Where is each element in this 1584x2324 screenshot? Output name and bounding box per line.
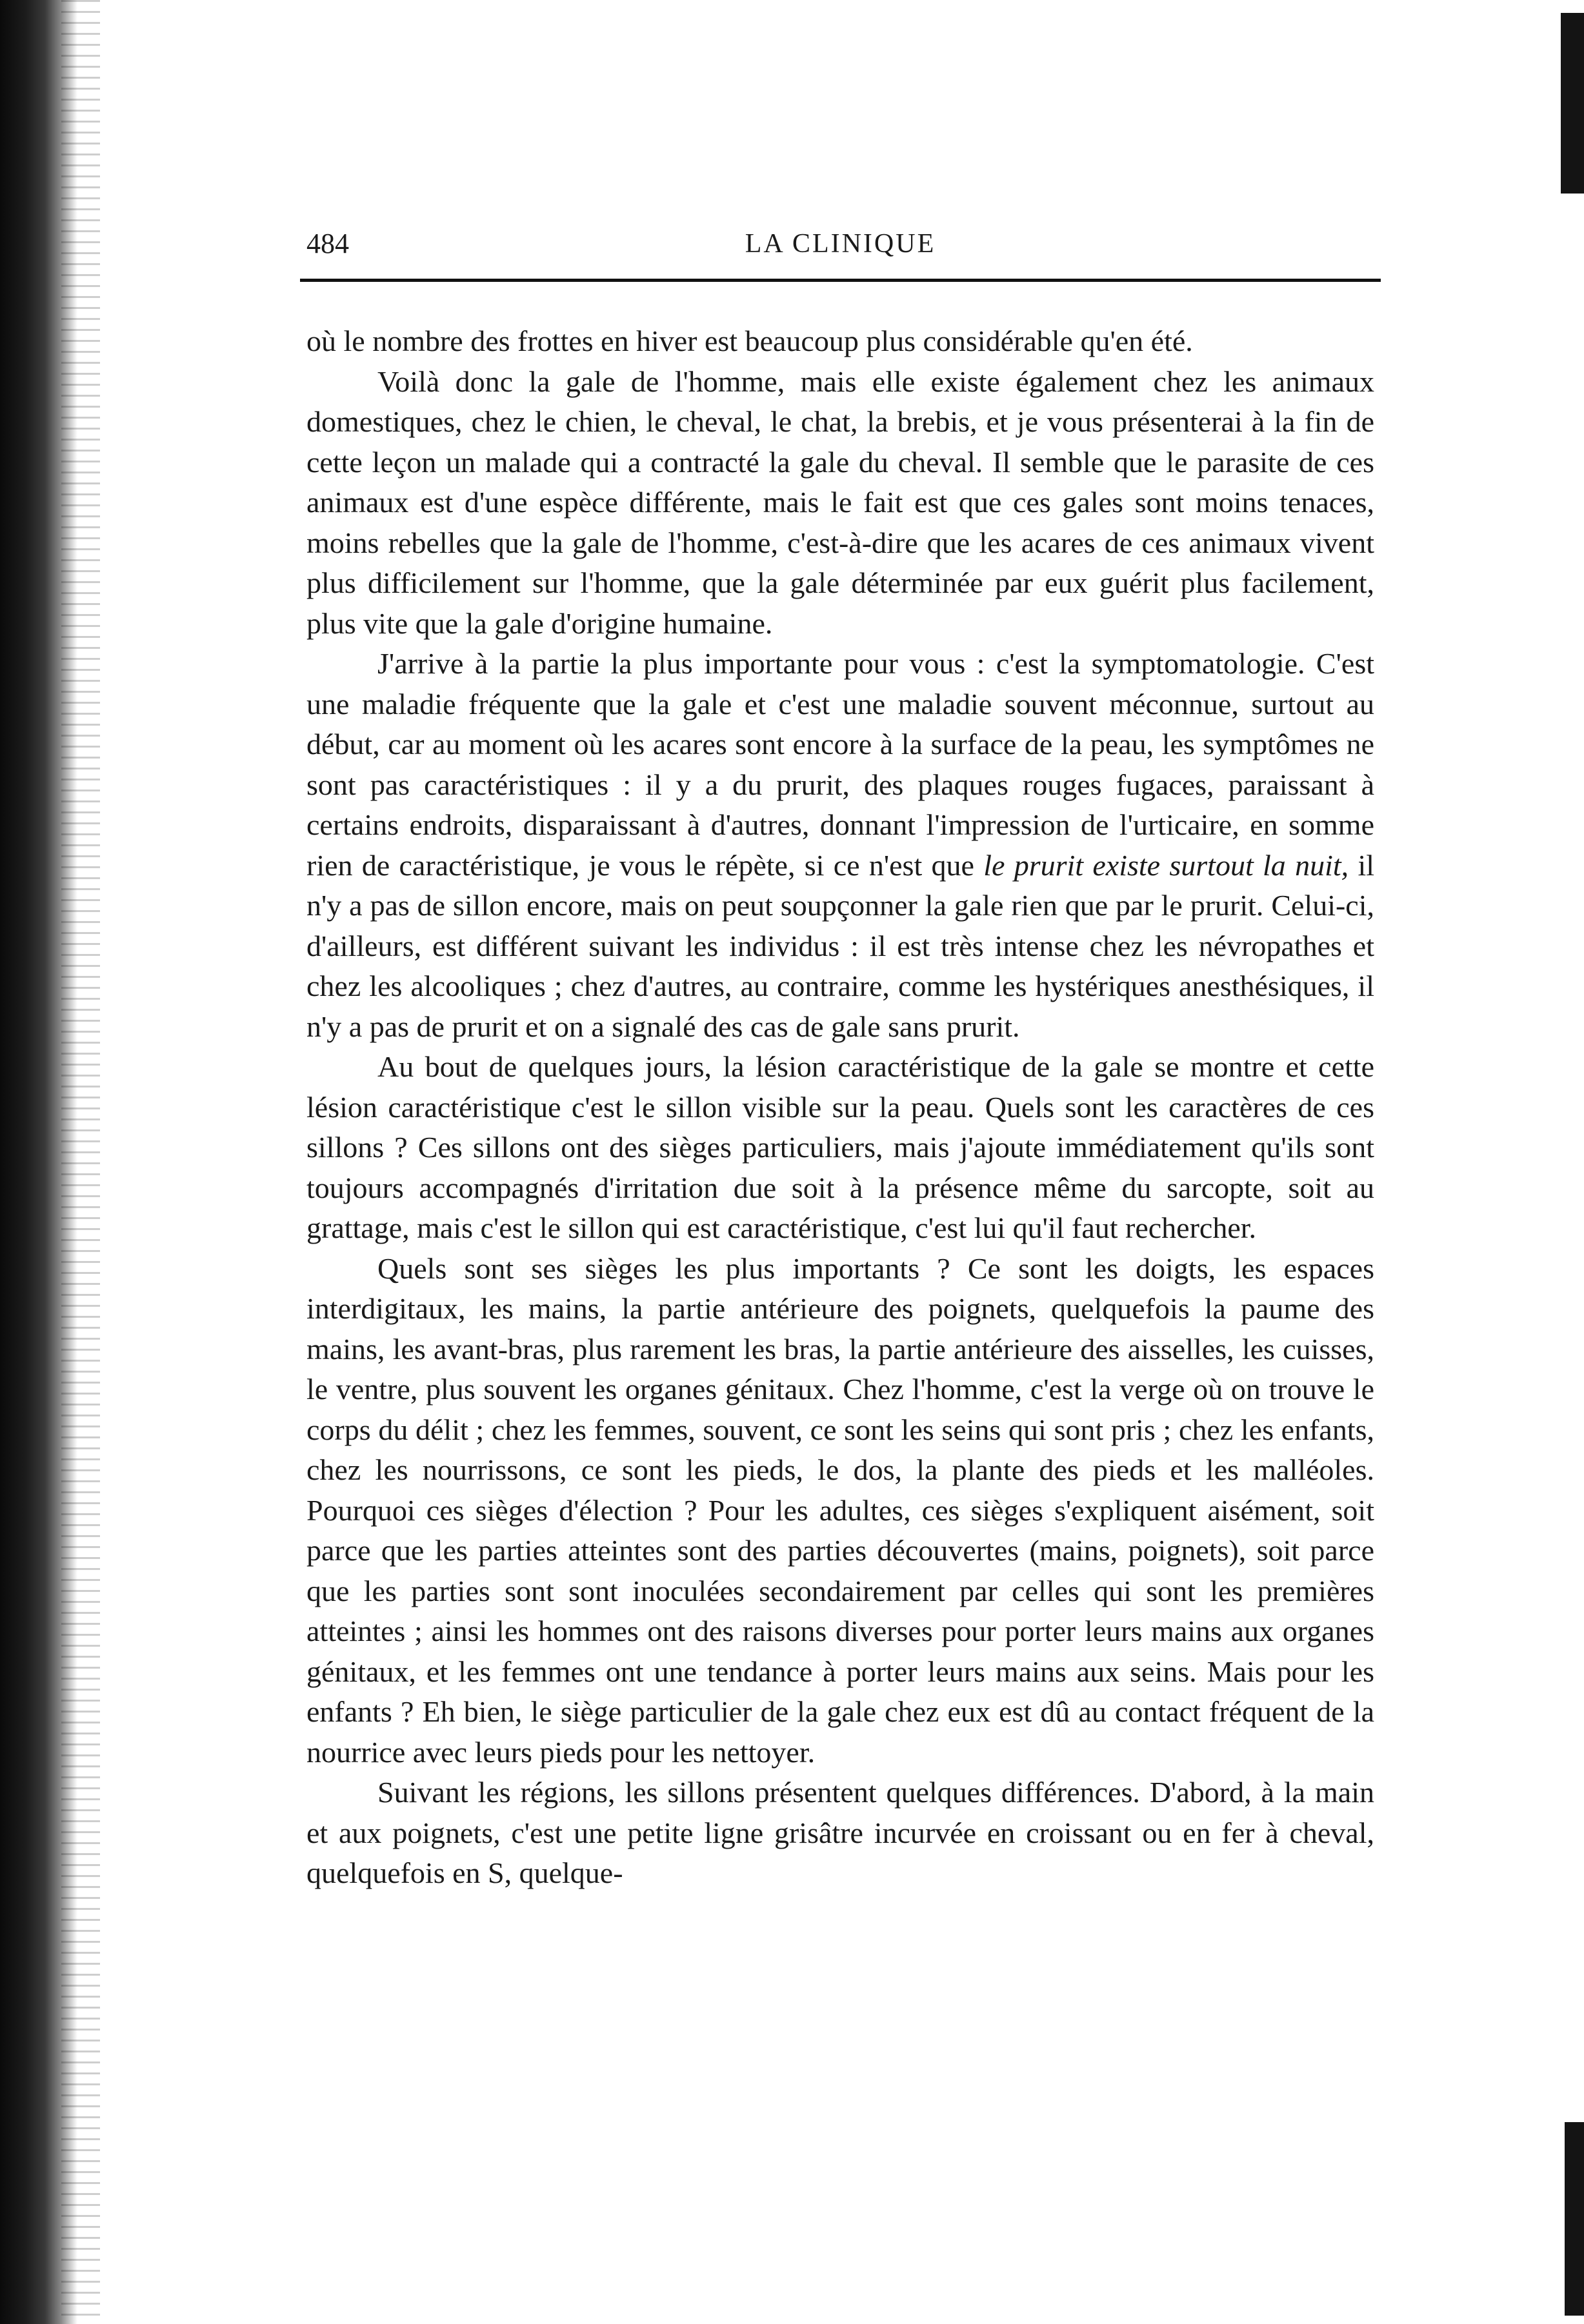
paragraph-5: Quels sont ses sièges les plus importants ? Ce sont les doigts, les espaces interdigitaux, les mains, la partie antérieure des poignets, quelquefois la paume des mains, les avant-bras, plus rarement les bras, la partie antérieure des aisselles, les cuisses, le ventre, plus souvent les organes génitaux. Chez l'homme, c'est la verge où on trouve le corps du délit ; chez les femmes, souvent, ce sont les seins qui sont pris ; chez les enfants, chez les nourrissons, ce sont les pieds, le dos, la plante des pieds et les malléoles. Pourquoi ces sièges d'élection ? Pour les adultes, ces sièges s'expliquent aisément, soit parce que les parties atteintes sont des parties découvertes (mains, poignets), soit parce que les parties sont sont inoculées secondairement par celles qui sont les premières atteintes ; ainsi les hommes ont des raisons diverses pour porter leurs mains aux organes génitaux, et les femmes ont une tendance à porter leurs mains aux seins. Mais pour les enfants ? Eh bien, le siège particulier de la gale chez eux est dû au contact fréquent de la nourrice avec leurs pieds pour les nettoyer. <box>306 1251 1374 1769</box>
body-text <box>306 321 1374 1894</box>
header-rule <box>300 279 1381 282</box>
paragraph-3-italic: le prurit existe surtout la nuit, <box>983 848 1349 882</box>
paragraph-3-text-a: J'arrive à la partie la plus importante pour vous : c'est la symptomatologie. C'est une maladie fréquente que la gale et c'est une maladie souvent méconnue, surtout au début, car au moment où les acares sont encore à la surface de la peau, les symptômes ne sont pas caractéristiques : il y a du prurit, des plaques rouges fugaces, paraissant à certains endroits, disparaissant à d'autres, donnant l'impression de l'urticaire, en somme rien de caractéristique, je vous le répète, si ce n'est que <box>306 647 1374 882</box>
page-number: 484 <box>306 228 349 259</box>
paragraph-4: Au bout de quelques jours, la lésion caractéristique de la gale se montre et cette lésion caractéristique c'est le sillon visible sur la peau. Quels sont les caractères de ces sillons ? Ces sillons ont des sièges particuliers, mais j'ajoute immédiatement qu'ils sont toujours accompagnés d'irritation due soit à la présence même du sarcopte, soit au grattage, mais c'est le sillon qui est caractéristique, c'est lui qu'il faut rechercher. <box>306 1050 1374 1244</box>
paragraph-6: Suivant les régions, les sillons présentent quelques différences. D'abord, à la main et aux poignets, c'est une petite ligne grisâtre incurvée en croissant ou en fer à cheval, quelquefois en S, quelque- <box>306 1776 1374 1889</box>
paragraph-1: où le nombre des frottes en hiver est beaucoup plus considérable qu'en été. <box>306 324 1193 357</box>
running-title: LA CLINIQUE <box>745 229 936 259</box>
scan-edge-mark <box>1561 13 1584 194</box>
paragraph-3 <box>306 644 1374 1047</box>
paragraph-3-text-b: il n'y a pas de sillon encore, mais on peut soupçonner la gale rien que par le prurit. Celui-ci, d'ailleurs, est différent suivant les individus : il est très intense chez les névropathes et chez les alcooliques ; chez d'autres, au contraire, comme les hystériques anesthésiques, il n'y a pas de prurit et on a signalé des cas de gale sans prurit. <box>306 848 1375 1043</box>
paragraph-2: Voilà donc la gale de l'homme, mais elle existe également chez les animaux domestiques, chez le chien, le cheval, le chat, la brebis, et je vous présenterai à la fin de cette leçon un malade qui a contracté la gale du cheval. Il semble que le parasite de ces animaux est d'une espèce différente, mais le fait est que ces gales sont moins tenaces, moins rebelles que la gale de l'homme, c'est-à-dire que les acares de ces animaux vivent plus difficilement sur l'homme, que la gale déterminée par eux guérit plus facilement, plus vite que la gale d'origine humaine. <box>306 364 1374 640</box>
scan-binding-speckle <box>61 0 100 2324</box>
running-head <box>306 219 1374 271</box>
scan-edge-mark <box>1565 2122 1584 2316</box>
